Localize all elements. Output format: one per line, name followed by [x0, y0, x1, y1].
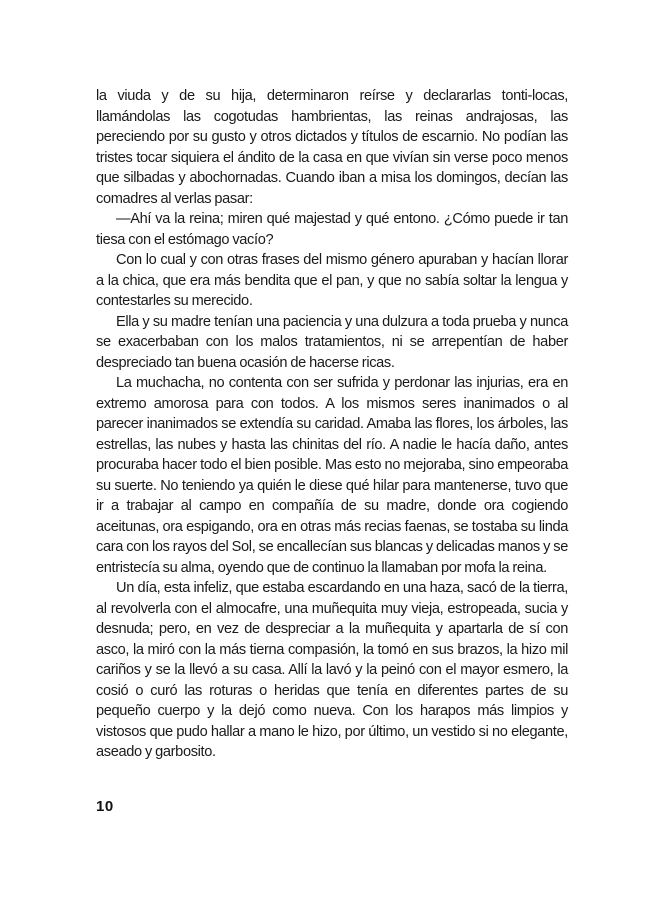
body-text [96, 86, 568, 763]
paragraph-6: Un día, esta infeliz, que estaba escardando en una haza, sacó de la tierra, al revolverla con el almocafre, una muñequita muy vieja, estropeada, sucia y desnuda; pero, en vez de despreciar a la muñequita y apartarla de sí con asco, la miró con la más tierna compasión, la tomó en sus brazos, la hizo mil cariños y se la llevó a su casa. Allí la lavó y la peinó con el mayor esmero, la cosió o curó las roturas o heridas que tenía en diferentes partes de su pequeño cuerpo y la dejó como nueva. Con los harapos más limpios y vistosos que pudo hallar a mano le hizo, por último, un vestido si no elegante, aseado y garbosito. [96, 580, 568, 760]
paragraph-5: La muchacha, no contenta con ser sufrida y perdonar las injurias, era en extremo amorosa para con todos. A los mismos seres inanimados o al parecer inanimados se extendía su caridad. Amaba las flores, los árboles, las estrellas, las nubes y hasta las chinitas del río. A nadie le hacía daño, antes procuraba hacer todo el bien posible. Mas esto no mejoraba, sino empeoraba su suerte. No teniendo ya quién le diese qué hilar para mantenerse, tuvo que ir a trabajar al campo en compañía de su madre, donde ora cogiendo aceitunas, ora espigando, ora en otras más recias faenas, se tostaba su linda cara con los rayos del Sol, se encallecían sus blancas y delicadas manos y se entristecía su alma, oyendo que de continuo la llamaban por mofa la reina. [96, 375, 568, 576]
paragraph-1: la viuda y de su hija, determinaron reírse y declararlas tonti-locas, llamándolas las cogotudas hambrientas, las reinas andrajosas, las pereciendo por su gusto y otros dictados y títulos de escarnio. No podían las tristes tocar siquiera el ándito de la casa en que vivían sin verse poco menos que silbadas y abochornadas. Cuando iban a misa los domingos, decían las comadres al verlas pasar: [96, 88, 568, 207]
paragraph-4: Ella y su madre tenían una paciencia y una dulzura a toda prueba y nunca se exacerbaban con los malos tratamientos, ni se arrepentían de haber despreciado tan buena ocasión de hacerse ricas. [96, 313, 568, 371]
page-number: 10 [96, 798, 114, 815]
paragraph-2: —Ahí va la reina; miren qué majestad y qué entono. ¿Cómo puede ir tan tiesa con el estómago vacío? [96, 211, 568, 248]
paragraph-3: Con lo cual y con otras frases del mismo género apuraban y hacían llorar a la chica, que era más bendita que el pan, y que no sabía soltar la lengua y contestarles su merecido. [96, 252, 568, 309]
